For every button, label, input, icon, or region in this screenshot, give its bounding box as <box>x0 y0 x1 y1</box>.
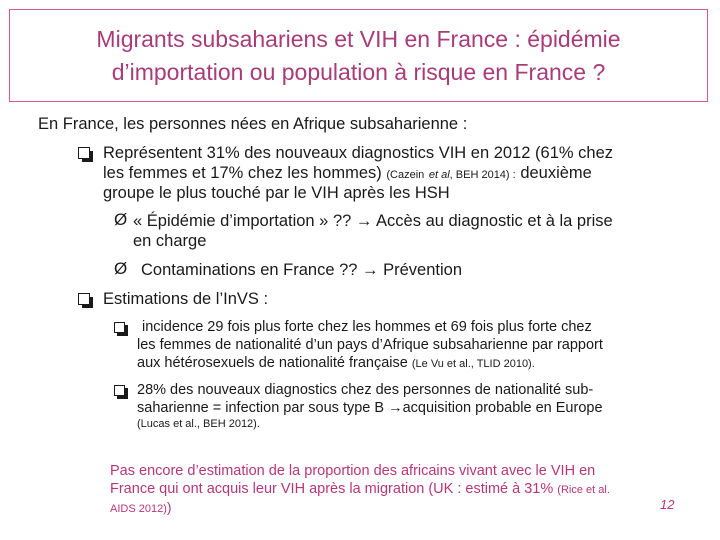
arrow-bullet-icon: Ø <box>114 210 128 229</box>
citation-rice: (Rice et al. <box>557 484 610 496</box>
bullet-1-text-end: deuxième <box>520 164 592 182</box>
sub-1-line-1: « Épidémie d’importation » ?? → Accès au diagnostic et à la prise <box>133 212 613 230</box>
bullet-2a-line-1: incidence 29 fois plus forte chez les hommes et 69 fois plus forte chez <box>142 319 592 335</box>
note-line-3 <box>110 499 172 515</box>
sub-2-line-1: Contaminations en France ?? → Prévention <box>141 261 463 279</box>
bullet-2-line-1: Estimations de l’InVS : <box>103 290 269 308</box>
bullet-2b-line-2: saharienne = infection par sous type B →acquisition probable en Europe <box>137 400 603 416</box>
bullet-2a-line-3 <box>137 355 535 373</box>
page-number: 12 <box>660 497 675 512</box>
citation-source: , BEH 2014) : <box>449 169 516 181</box>
bullet-1-line-1: Représentent 31% des nouveaux diagnostics VIH en 2012 (61% chez <box>103 144 613 162</box>
square-bullet-icon <box>114 385 125 396</box>
note-line-1: Pas encore d’estimation de la proportion des africains vivant avec le VIH en <box>110 463 596 479</box>
title-box <box>9 9 708 102</box>
bullet-1-text: les femmes et 17% chez les hommes) <box>103 164 382 182</box>
bullet-2a-line-2: les femmes de nationalité d’un pays d’Afrique subsaharienne par rapport <box>137 337 603 353</box>
bullet-1-line-3: groupe le plus touché par le VIH après les HSH <box>103 184 450 202</box>
note-line-2 <box>110 481 610 499</box>
square-bullet-icon <box>78 147 90 159</box>
arrow-bullet-icon: Ø <box>114 259 128 278</box>
note-text: France qui ont acquis leur VIH après la migration (UK : estimé à 31% <box>110 481 554 497</box>
title-line-2: d’importation ou population à risque en France ? <box>111 58 606 85</box>
citation-author: (Cazein <box>386 169 425 181</box>
square-bullet-icon <box>78 293 90 305</box>
sub-1-line-2: en charge <box>133 232 207 250</box>
citation-levu: (Le Vu et al., TLID 2010). <box>411 358 535 370</box>
citation-etal: et al <box>428 169 450 181</box>
note-close-paren: ) <box>166 499 172 515</box>
square-bullet-icon <box>114 322 125 333</box>
bullet-1-line-2 <box>103 163 592 185</box>
bullet-2b-line-1: 28% des nouveaux diagnostics chez des personnes de nationalité sub- <box>137 382 594 398</box>
citation-lucas: (Lucas et al., BEH 2012). <box>137 418 260 430</box>
intro-text: En France, les personnes nées en Afrique subsaharienne : <box>38 115 468 133</box>
title-line-1: Migrants subsahariens et VIH en France : épidémie <box>96 25 621 52</box>
bullet-2a-text: aux hétérosexuels de nationalité française <box>137 355 408 371</box>
citation-aids: AIDS 2012) <box>110 503 167 515</box>
